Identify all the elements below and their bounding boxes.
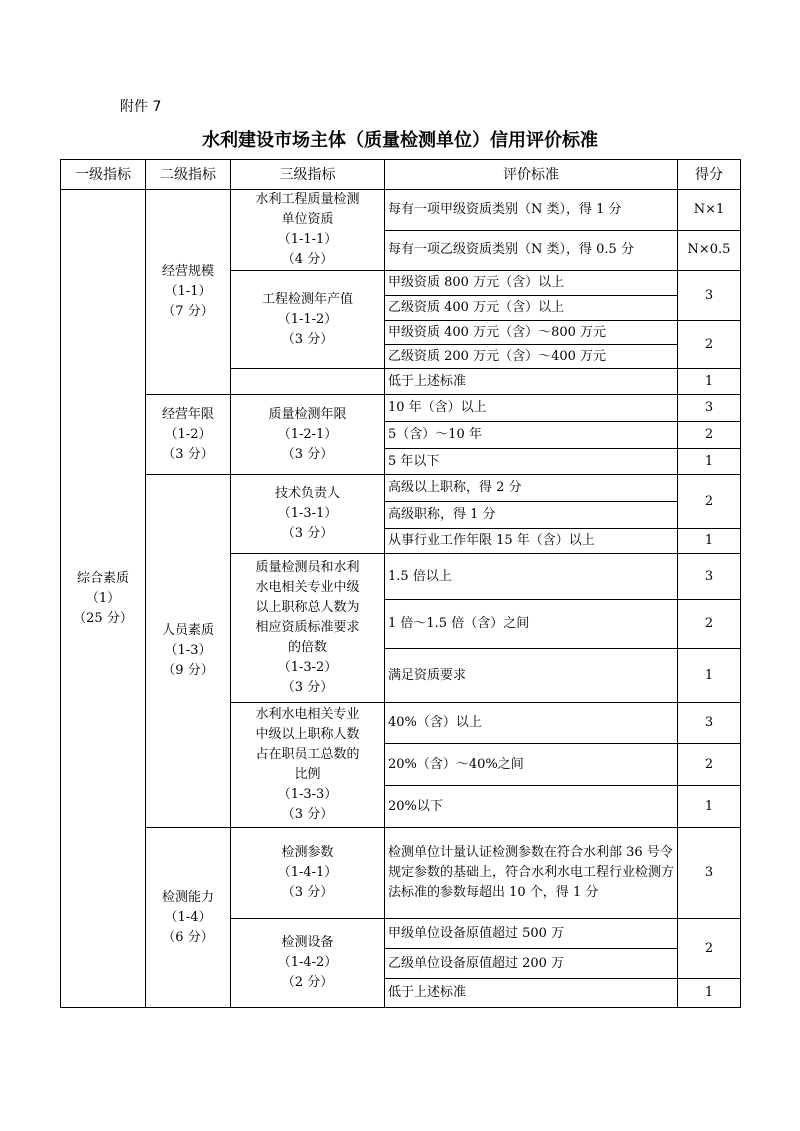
level3-ratio-cell: 水利水电相关专业 中级以上职称人数 占在职员工总数的 比例 （1-3-3） （3 分） [231, 703, 385, 828]
header-level3: 三级指标 [231, 160, 385, 190]
criteria-cell: 每有一项甲级资质类别（N 类），得 1 分 [385, 190, 678, 231]
score-cell: 2 [678, 744, 741, 786]
criteria-cell: 1.5 倍以上 [385, 554, 678, 600]
level2-staff-cell: 人员素质 （1-3） （9 分） [146, 475, 231, 828]
criteria-cell: 20%以下 [385, 786, 678, 828]
level1-cell: 综合素质 （1） （25 分） [61, 190, 146, 1008]
level2-years-cell: 经营年限 （1-2） （3 分） [146, 395, 231, 475]
criteria-cell: 5（含）～10 年 [385, 422, 678, 449]
score-cell: 3 [678, 395, 741, 422]
criteria-cell: 每有一项乙级资质类别（N 类），得 0.5 分 [385, 230, 678, 271]
score-cell: N×0.5 [678, 230, 741, 271]
criteria-cell: 40%（含）以上 [385, 703, 678, 744]
header-level2: 二级指标 [146, 160, 231, 190]
score-cell: 1 [678, 449, 741, 475]
score-cell: 3 [678, 703, 741, 744]
criteria-cell: 从事行业工作年限 15 年（含）以上 [385, 529, 678, 554]
criteria-cell: 10 年（含）以上 [385, 395, 678, 422]
criteria-cell: 乙级单位设备原值超过 200 万 [385, 949, 678, 979]
score-cell: 2 [678, 475, 741, 529]
score-cell: 1 [678, 979, 741, 1008]
page-title: 水利建设市场主体（质量检测单位）信用评价标准 [202, 130, 598, 151]
attachment-label: 附件 7 [120, 99, 162, 115]
criteria-cell: 5 年以下 [385, 449, 678, 475]
level3-equipment-cell: 检测设备 （1-4-2） （2 分） [231, 919, 385, 1008]
level3-qualification-cell: 水利工程质量检测 单位资质 （1-1-1） （4 分） [231, 190, 385, 271]
criteria-cell: 低于上述标准 [385, 369, 678, 395]
score-cell: 3 [678, 828, 741, 919]
score-cell: 2 [678, 422, 741, 449]
level3-empty-cell [231, 369, 385, 395]
level3-params-cell: 检测参数 （1-4-1） （3 分） [231, 828, 385, 919]
level3-years-cell: 质量检测年限 （1-2-1） （3 分） [231, 395, 385, 475]
level3-inspectors-cell: 质量检测员和水利 水电相关专业中级 以上职称总人数为 相应资质标准要求 的倍数 （1-3-2） （3 分） [231, 554, 385, 703]
score-cell: 2 [678, 919, 741, 979]
criteria-cell: 甲级资质 800 万元（含）以上 [385, 271, 678, 296]
criteria-cell: 低于上述标准 [385, 979, 678, 1008]
criteria-cell: 满足资质要求 [385, 649, 678, 703]
criteria-cell: 20%（含）～40%之间 [385, 744, 678, 786]
table-row [61, 190, 741, 231]
criteria-cell: 1 倍～1.5 倍（含）之间 [385, 600, 678, 649]
criteria-cell: 高级职称，得 1 分 [385, 502, 678, 529]
level3-output-cell: 工程检测年产值 （1-1-2） （3 分） [231, 271, 385, 369]
criteria-cell: 甲级单位设备原值超过 500 万 [385, 919, 678, 949]
level2-capability-cell: 检测能力 （1-4） （6 分） [146, 828, 231, 1008]
criteria-cell: 检测单位计量认证检测参数在符合水利部 36 号令规定参数的基础上，符合水利水电工程行业检测方法标准的参数每超出 10 个，得 1 分 [385, 828, 678, 919]
table-row [61, 395, 741, 422]
level3-tech-lead-cell: 技术负责人 （1-3-1） （3 分） [231, 475, 385, 554]
criteria-cell: 乙级资质 200 万元（含）～400 万元 [385, 345, 678, 369]
score-cell: N×1 [678, 190, 741, 231]
credit-evaluation-table [60, 159, 741, 1008]
criteria-cell: 高级以上职称，得 2 分 [385, 475, 678, 502]
level2-scale-cell: 经营规模 （1-1） （7 分） [146, 190, 231, 395]
criteria-cell: 乙级资质 400 万元（含）以上 [385, 296, 678, 321]
score-cell: 2 [678, 321, 741, 369]
score-cell: 1 [678, 649, 741, 703]
header-level1: 一级指标 [61, 160, 146, 190]
criteria-cell: 甲级资质 400 万元（含）～800 万元 [385, 321, 678, 345]
score-cell: 3 [678, 271, 741, 321]
table-header-row [61, 160, 741, 190]
table-row [61, 828, 741, 919]
header-score: 得分 [678, 160, 741, 190]
score-cell: 1 [678, 369, 741, 395]
score-cell: 1 [678, 529, 741, 554]
score-cell: 1 [678, 786, 741, 828]
score-cell: 3 [678, 554, 741, 600]
table-row [61, 475, 741, 502]
header-criteria: 评价标准 [385, 160, 678, 190]
score-cell: 2 [678, 600, 741, 649]
